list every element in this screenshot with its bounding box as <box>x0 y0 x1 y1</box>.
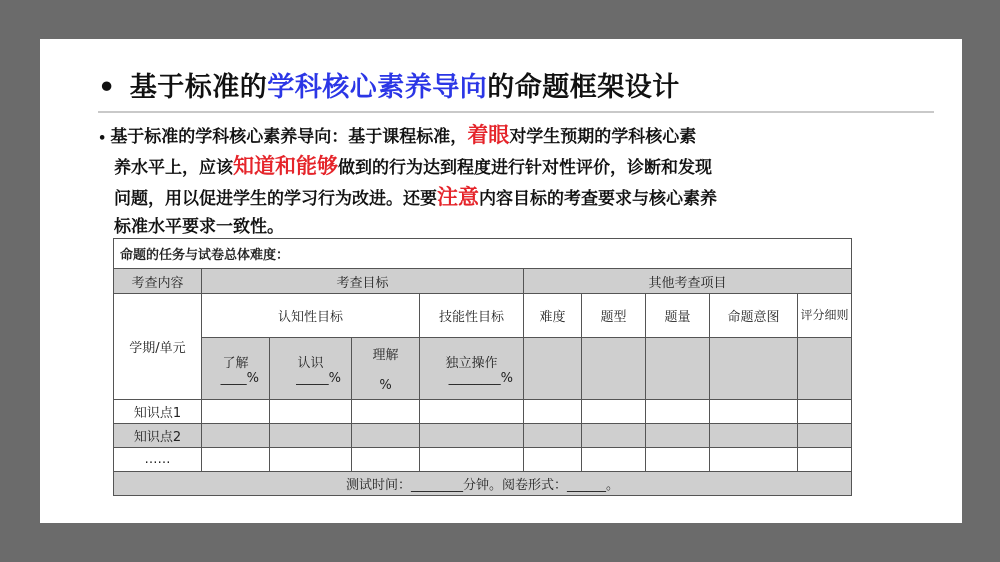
comprehend-cell <box>352 338 420 400</box>
para-bullet-icon: • <box>98 131 107 146</box>
table-row <box>114 424 852 448</box>
emphasis-text: 注意 <box>437 184 479 209</box>
recognize-cell <box>270 338 352 400</box>
understand-label: 了解 <box>222 355 249 371</box>
empty-cell <box>646 338 710 400</box>
title-bullet: • <box>98 72 116 103</box>
term-unit-label: 学期/单元 <box>114 294 202 400</box>
cognitive-target-header: 认知性目标 <box>202 294 420 338</box>
para-text: 做到的行为达到程度进行针对性评价，诊断和发现 <box>338 158 712 178</box>
table-row <box>114 400 852 424</box>
para-text: 标准水平要求一致性。 <box>114 217 284 237</box>
slide-title <box>98 65 680 104</box>
independent-cell <box>420 338 524 400</box>
para-text: 养水平上，应该 <box>114 158 233 178</box>
title-highlight: 学科核心素养导向 <box>267 72 488 103</box>
col-header-target: 考查目标 <box>202 269 524 294</box>
slide <box>40 39 962 523</box>
emphasis-text: 着眼 <box>467 122 510 147</box>
col-header-other: 其他考查项目 <box>524 269 852 294</box>
row-label: 知识点2 <box>114 424 202 448</box>
recognize-label: 认识 <box>297 355 324 371</box>
title-part2: 的命题框架设计 <box>487 72 680 103</box>
table-row <box>114 448 852 472</box>
independent-label: 独立操作 <box>445 355 498 371</box>
para-line-3 <box>98 181 934 212</box>
recognize-pct: _____% <box>296 370 341 386</box>
para-text: 基于标准的学科核心素养导向：基于课程标准， <box>110 127 468 147</box>
title-divider <box>98 111 934 113</box>
description-paragraph <box>98 119 934 243</box>
table-footer: 测试时间：________分钟。阅卷形式：______。 <box>114 472 852 496</box>
empty-cell <box>798 338 852 400</box>
table-caption: 命题的任务与试卷总体难度： <box>114 239 852 269</box>
para-text: 内容目标的考查要求与核心素养 <box>479 189 717 209</box>
para-line-2 <box>98 150 934 181</box>
difficulty-header: 难度 <box>524 294 582 338</box>
emphasis-text: 知道和能够 <box>233 153 338 178</box>
para-line-1 <box>98 119 934 150</box>
intent-header: 命题意图 <box>710 294 798 338</box>
para-text: 问题，用以促进学生的学习行为改进。还要 <box>114 189 437 209</box>
question-type-header: 题型 <box>582 294 646 338</box>
understand-cell <box>202 338 270 400</box>
skill-target-header: 技能性目标 <box>420 294 524 338</box>
row-label: …… <box>114 448 202 472</box>
empty-cell <box>582 338 646 400</box>
scoring-header: 评分细则 <box>798 294 852 338</box>
comprehend-label: 理解 <box>372 348 399 363</box>
row-label: 知识点1 <box>114 400 202 424</box>
understand-pct: ____% <box>220 370 259 386</box>
exam-framework-table <box>113 238 852 496</box>
col-header-content: 考查内容 <box>114 269 202 294</box>
empty-cell <box>710 338 798 400</box>
title-part1: 基于标准的 <box>129 72 268 103</box>
independent-pct: ________% <box>448 370 513 386</box>
comprehend-pct: % <box>379 378 392 393</box>
para-text: 对学生预期的学科核心素 <box>509 127 697 147</box>
question-count-header: 题量 <box>646 294 710 338</box>
empty-cell <box>524 338 582 400</box>
